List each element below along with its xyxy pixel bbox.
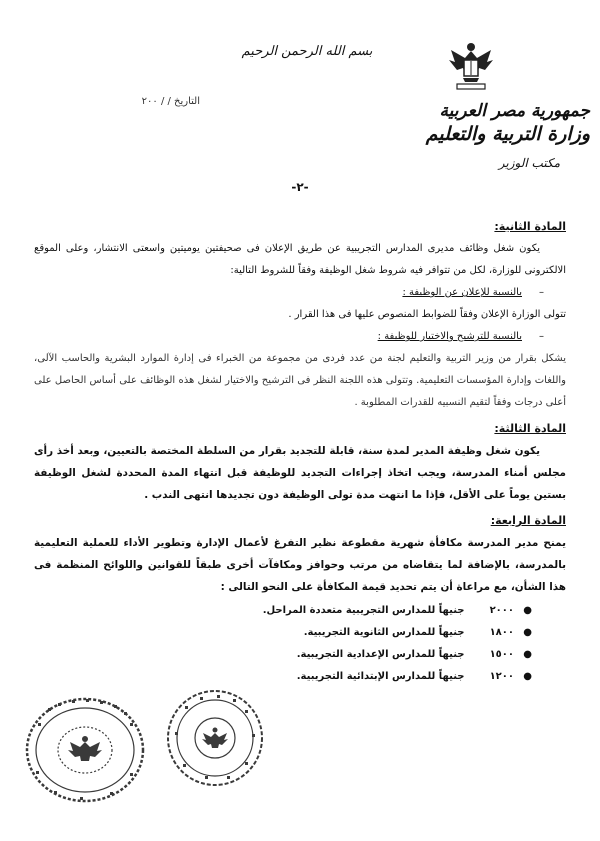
list-item: ● ١٢٠٠ جنيهاً للمدارس الإبتدائية التجريبية. [34, 666, 566, 688]
list-item: ● ١٥٠٠ جنيهاً للمدارس الإعدادية التجريبية. [34, 644, 566, 666]
date-line: التاريخ / / ٢٠٠ [141, 96, 200, 107]
reward-label: جنيهاً للمدارس الإعدادية التجريبية. [296, 649, 465, 660]
article3-text: يكون شغل وظيفة المدير لمدة سنة، قابلة للتجديد بقرار من السلطة المختصة بالتعيين، وبعد أخذ رأى مجلس أمناء المدرسة، ويجب اتخاذ إجراءات التجديد للوظيفة قبل انتهاء المدة المحددة لشغل الوظيفة بستين يوماً على الأقل، فإذا ما انتهت مدة تولى الوظيفة دون تجديدها انتهى الندب . [34, 445, 566, 501]
reward-amount: ١٢٠٠ [489, 671, 514, 682]
article2-sub2-title: بالنسبة للترشيح والاختيار للوظيفة : [377, 331, 522, 342]
article2-heading: المادة الثانية: [494, 220, 566, 233]
article2-sub2-text: يشكل بقرار من وزير التربية والتعليم لجنة من عدد فردى من مجموعة من الخبراء فى إدارة الموارد البشرية والحاسب الآلى، واللغات وإدارة المؤسسات التعليمية. وتتولى هذه اللجنة النظر فى الترشيح والاختيار لشغل هذه الوظائف على أساس الحاصل على أعلى درجات وفقاً لتقيم النسبيه للقدرات المطلوبة . [34, 353, 566, 408]
reward-amount: ١٨٠٠ [489, 627, 514, 638]
office-name: مكتب الوزير [498, 156, 560, 170]
article2-sub1: –بالنسبة للإعلان عن الوظيفة : [402, 287, 544, 298]
reward-label: جنيهاً للمدارس التجريبية متعددة المراحل. [262, 605, 465, 616]
reward-amount: ٢٠٠٠ [489, 605, 514, 616]
article2-intro: يكون شغل وظائف مديرى المدارس التجريبية عن طريق الإعلان فى صحيفتين يوميتين واسعتى الانتشار، وعلى الموقع الالكترونى للوزارة، لكل من تتوافر فيه شروط شغل الوظيفة وفقاً للشروط التالية: [34, 243, 566, 276]
ministry-name: وزارة التربية والتعليم [425, 123, 590, 145]
article4-heading: المادة الرابعة: [490, 514, 566, 527]
document-body [34, 212, 566, 688]
country-name: جمهورية مصر العربية [439, 101, 590, 121]
reward-label: جنيهاً للمدارس الثانوية التجريبية. [303, 627, 465, 638]
list-item: ● ٢٠٠٠ جنيهاً للمدارس التجريبية متعددة المراحل. [34, 600, 566, 622]
ministry-letterhead [410, 100, 590, 174]
reward-amount: ١٥٠٠ [489, 649, 514, 660]
list-item: ● ١٨٠٠ جنيهاً للمدارس الثانوية التجريبية. [34, 622, 566, 644]
basmala: بسم الله الرحمن الرحيم [241, 44, 373, 59]
eagle-emblem-icon [447, 40, 495, 92]
article4-text: يمنح مدير المدرسة مكافأة شهرية مقطوعة نظير التفرغ لأعمال الإدارة وتطوير الأداء للعملية التعليمية بالمدرسة، بالإضافة لما يتقاضاه من مرتب وحوافز ومكافآت أخرى طبقاً للقوانين واللوائح المنظمة فى هذا الشأن، مع مراعاة أن يتم تحديد قيمة المكافأة على النحو التالى : [34, 537, 566, 593]
reward-label: جنيهاً للمدارس الإبتدائية التجريبية. [296, 671, 465, 682]
reward-list [34, 600, 566, 688]
official-seal-icon [165, 688, 265, 788]
article2-sub1-title: بالنسبة للإعلان عن الوظيفة : [402, 287, 522, 298]
article3-heading: المادة الثالثة: [494, 422, 566, 435]
official-seal-icon [24, 695, 146, 805]
article2-sub2: –بالنسبة للترشيح والاختيار للوظيفة : [377, 331, 544, 342]
page-number: -٢- [291, 180, 309, 194]
article2-sub1-text: تتولى الوزارة الإعلان وفقاً للضوابط المنصوص عليها فى هذا القرار . [288, 309, 566, 320]
